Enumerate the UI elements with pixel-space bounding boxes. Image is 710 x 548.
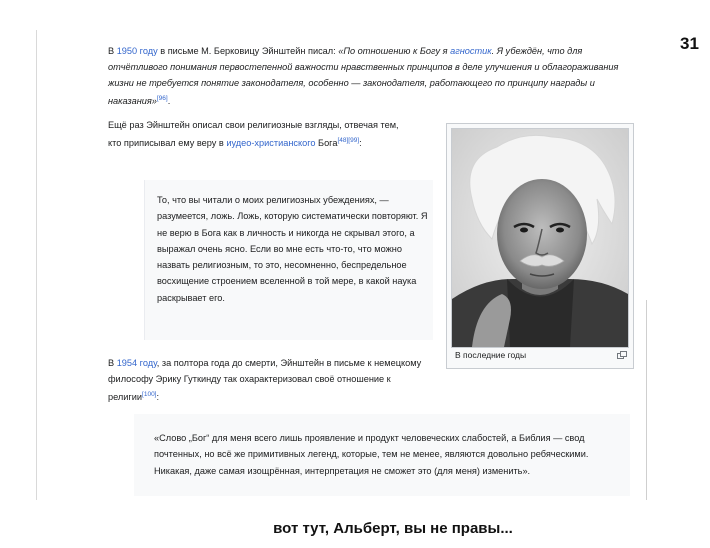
text: В bbox=[108, 46, 117, 56]
link-1954-year[interactable]: 1954 году bbox=[116, 358, 157, 368]
blockquote-text: То, что вы читали о моих религиозных убеждениях, — разумеется, ложь. Ложь, которую систематически повторяют. Я не верю в Бога как в личность и никогда не скрывал этого, а выражал очень ясно. Если во мне есть что-то, что можно назвать религиозным, то это, несомненно, беспредельное восхищение строением вселенной в той мере, в какой наука раскрывает его. bbox=[157, 195, 428, 303]
text: в письме М. Берковицу Эйнштейн писал: bbox=[157, 46, 339, 56]
reference-48-99[interactable]: [48][99] bbox=[337, 137, 360, 144]
paragraph-1950-letter bbox=[108, 43, 628, 109]
reference-96[interactable]: [96] bbox=[156, 95, 168, 102]
paragraph-religious-views bbox=[108, 117, 408, 151]
portrait-image bbox=[452, 129, 628, 347]
text: . Я убеждён, что для отчётливого понимания первостепенной важности нравственных принципов в деле улучшения и облагораживания жизни не требуется понятие законодателя, особенно — законодателя, работающего по принципу награды и наказания» bbox=[108, 46, 619, 106]
page-edge-right bbox=[646, 300, 647, 500]
text: , за полтора года до смерти, Эйнштейн в письме к немецкому философу Эрику Гуткинду так охарактеризовал своё отношение к религии bbox=[108, 358, 422, 402]
text: В bbox=[108, 358, 117, 368]
text: «По отношению к Богу я bbox=[338, 46, 451, 56]
meme-caption bbox=[0, 520, 710, 537]
magnify-icon[interactable] bbox=[617, 351, 627, 359]
page-edge-left bbox=[36, 30, 37, 500]
image-thumbnail[interactable] bbox=[446, 123, 634, 369]
meme-caption-text: вот тут, Альберт, вы не правы... bbox=[273, 520, 513, 537]
text: Ещё раз Эйнштейн описал свои религиозные взгляды, отвечая тем, кто приписывал ему веру в bbox=[108, 120, 399, 148]
text: Бога bbox=[315, 138, 338, 148]
text: : bbox=[359, 138, 362, 148]
blockquote-2 bbox=[134, 414, 630, 496]
text: : bbox=[156, 392, 160, 402]
paragraph-1954-letter bbox=[108, 355, 433, 405]
image-caption: В последние годы bbox=[455, 350, 527, 360]
page-number: 31 bbox=[680, 34, 699, 53]
link-1950-year[interactable]: 1950 году bbox=[116, 46, 158, 56]
reference-100[interactable]: [100] bbox=[142, 391, 157, 398]
blockquote-1 bbox=[144, 180, 433, 340]
einstein-photo[interactable] bbox=[451, 128, 629, 348]
blockquote-text: «Слово „Бог“ для меня всего лишь проявление и продукт человеческих слабостей, а Библия — свод почтенных, но всё же примитивных легенд, которые, тем не менее, являются довольно ребяческими. Никакая, даже самая изощрённая, интерпретация не сможет это (для меня) изменить». bbox=[154, 433, 589, 476]
link-agnostic[interactable]: агностик bbox=[450, 46, 492, 56]
link-judeo-christian[interactable]: иудео-христианского bbox=[226, 138, 316, 148]
text: . bbox=[167, 96, 171, 106]
